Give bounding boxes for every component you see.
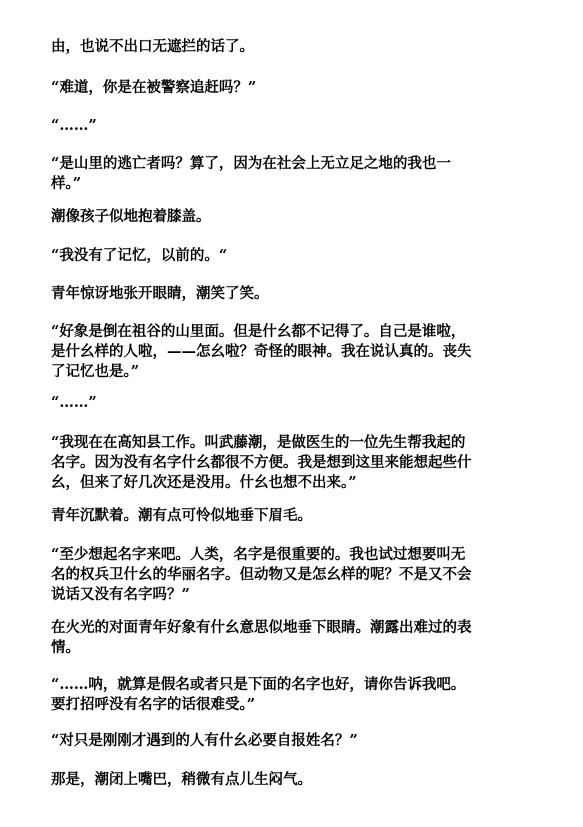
text-line: 名字。因为没有名字什幺都很不方便。我是想到这里来能想起些什 (51, 454, 472, 471)
text-line: 是什幺样的人啦，——怎幺啦？奇怪的眼神。我在说认真的。丧失 (51, 343, 472, 360)
paragraph (51, 675, 531, 715)
paragraph (51, 284, 531, 304)
text-line: “对只是刚刚才遇到的人有什幺必要自报姓名？” (51, 732, 358, 749)
text-line: “至少想起名字来吧。人类，名字是很重要的。我也试过想要叫无 (51, 546, 466, 563)
text-line: “难道，你是在被警察追赶吗？” (51, 79, 257, 96)
text-line: 了记忆也是。” (51, 363, 140, 380)
paragraph (51, 78, 531, 98)
text-line: 青年惊讶地张开眼睛，潮笑了笑。 (51, 285, 269, 302)
paragraph (51, 433, 531, 493)
text-line: 幺，但来了好几次还是没用。什幺也想不出来。” (51, 474, 357, 491)
paragraph (51, 116, 531, 136)
text-line: 在火光的对面青年好象有什幺意思似地垂下眼睛。潮露出难过的表 (51, 619, 472, 636)
paragraph (51, 545, 531, 605)
text-line: 那是，潮闭上嘴巴，稍微有点儿生闷气。 (51, 771, 312, 788)
text-line: “……” (51, 117, 97, 134)
text-line: “好象是倒在祖谷的山里面。但是什幺都不记得了。自己是谁啦， (51, 323, 466, 340)
text-line: 样。” (51, 175, 82, 192)
paragraph (51, 770, 531, 790)
text-line: 青年沉默着。潮有点可怜似地垂下眉毛。 (51, 507, 312, 524)
text-line: 情。 (51, 639, 80, 656)
paragraph (51, 37, 531, 57)
paragraph (51, 618, 531, 658)
paragraph (51, 322, 531, 382)
text-line: 要打招呼没有名字的话很难受。” (51, 696, 256, 713)
text-line: 潮像孩子似地抱着膝盖。 (51, 208, 211, 225)
paragraph (51, 246, 531, 266)
text-line: 说话又没有名字吗？” (51, 586, 190, 603)
text-line: “……呐，就算是假名或者只是下面的名字也好，请你告诉我吧。 (51, 676, 466, 693)
paragraph (51, 154, 531, 194)
text-line: “我没有了记忆，以前的。“ (51, 247, 228, 264)
text-line: 由，也说不出口无遮拦的话了。 (51, 38, 254, 55)
text-line: “是山里的逃亡者吗？算了，因为在社会上无立足之地的我也一 (51, 155, 451, 172)
paragraph (51, 506, 531, 526)
paragraph (51, 393, 531, 413)
paragraph (51, 731, 531, 751)
paragraph (51, 207, 531, 227)
text-line: “……” (51, 394, 97, 411)
text-line: 名的权兵卫什幺的华丽名字。但动物又是怎幺样的呢？不是又不会 (51, 566, 472, 583)
text-line: “我现在在高知县工作。叫武藤潮，是做医生的一位先生帮我起的 (51, 434, 466, 451)
